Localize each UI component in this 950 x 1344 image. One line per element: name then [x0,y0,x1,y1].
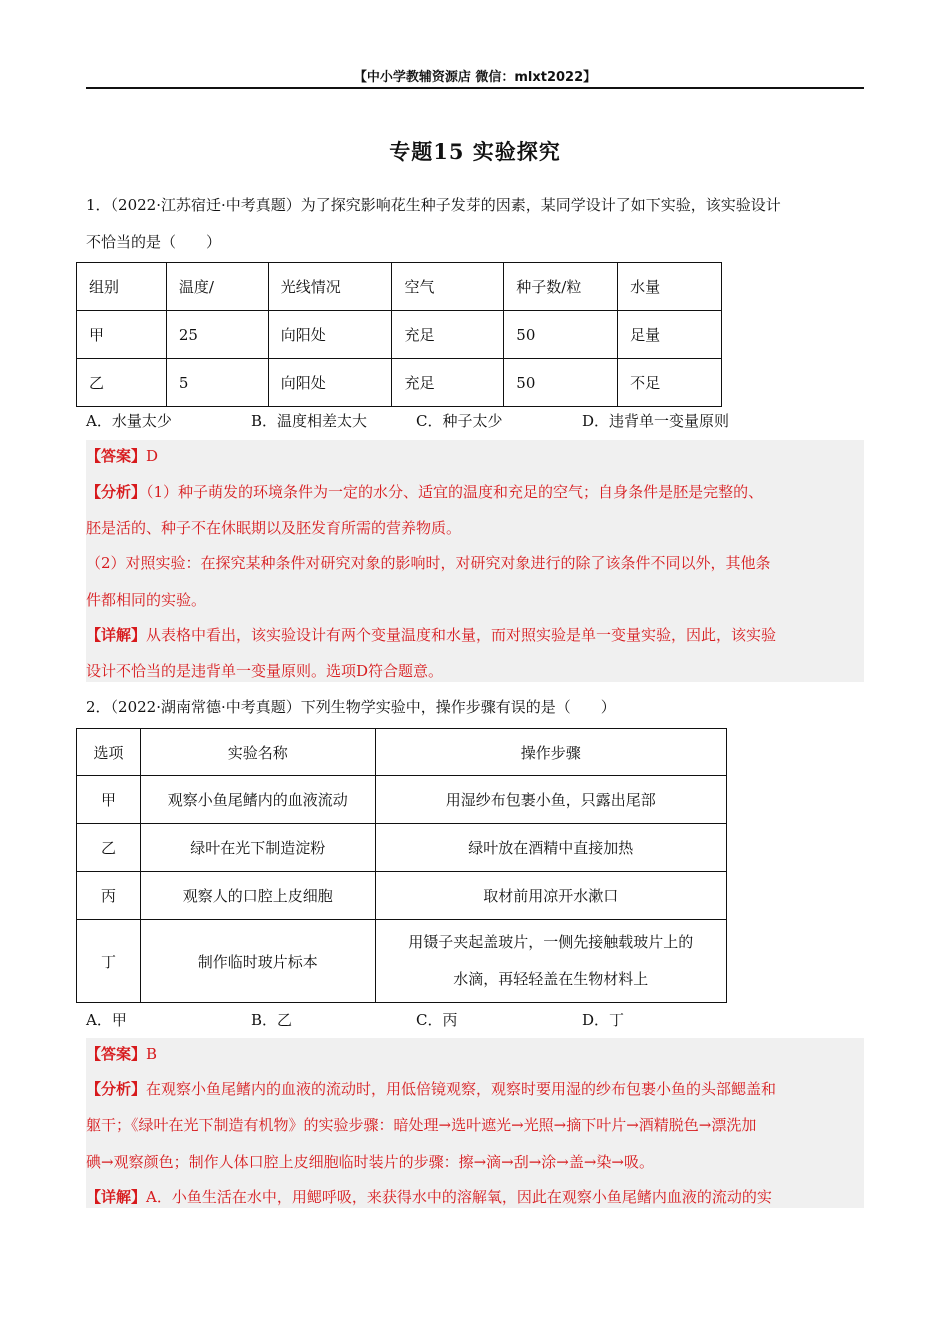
q2-solution-box [86,1038,864,1208]
q2-th-name: 实验名称 [140,729,375,776]
q2-analysis-text1: 在观察小鱼尾鳍内的血液的流动时，用低倍镜观察，观察时要用湿的纱布包裹小鱼的头部鳃盖和 [146,1080,777,1098]
q2-option-d: D．丁 [582,1011,625,1029]
q2-th-option: 选项 [77,729,141,776]
q1-detail-line2: 设计不恰当的是违背单一变量原则。选项D符合题意。 [86,662,444,680]
q1-option-d: D．违背单一变量原则 [582,412,730,430]
table-row [77,311,722,359]
q1-answer [86,445,158,466]
q2-step-line2: 水滴，再轻轻盖在生物材料上 [453,970,649,988]
q2-table-header-row [77,729,727,776]
q2-detail-text1: A．小鱼生活在水中，用鳃呼吸，来获得水中的溶解氧，因此在观察小鱼尾鳍内血液的流动的实 [146,1188,772,1206]
q1-option-a: A．水量太少 [86,412,172,430]
table-cell: 绿叶放在酒精中直接加热 [375,824,726,872]
q1-th-temp: 温度/ [166,263,268,311]
table-cell: 丁 [77,920,141,1003]
table-row [77,359,722,407]
q2-answer [86,1043,157,1064]
q1-analysis-text1: （1）种子萌发的环境条件为一定的水分、适宜的温度和充足的空气；自身条件是胚是完整的、 [146,483,764,501]
q1-th-water: 水量 [618,263,722,311]
header-divider [86,87,864,89]
table-cell: 5 [166,359,268,407]
q1-analysis-line3: （2）对照实验：在探究某种条件对研究对象的影响时，对研究对象进行的除了该条件不同以外，其他条 [86,554,771,572]
q1-analysis-line4: 件都相同的实验。 [86,591,207,609]
table-cell: 绿叶在光下制造淀粉 [140,824,375,872]
q2-answer-value: B [146,1045,158,1063]
q1-th-group: 组别 [77,263,167,311]
q1-answer-value: D [146,447,159,465]
q2-stem: 2．（2022·湖南常德·中考真题）下列生物学实验中，操作步骤有误的是（ ） [86,698,616,716]
q2-option-b: B．乙 [251,1011,293,1029]
table-cell: 丙 [77,872,141,920]
table-cell: 足量 [618,311,722,359]
table-cell: 乙 [77,359,167,407]
table-cell: 甲 [77,776,141,824]
q2-option-a: A．甲 [86,1011,127,1029]
q2-step-line1: 用镊子夹起盖玻片，一侧先接触载玻片上的 [408,933,694,951]
table-cell: 向阳处 [268,359,392,407]
q1-detail-label: 【详解】 [86,626,147,644]
page-title: 专题15 实验探究 [389,139,561,164]
table-cell: 充足 [392,359,504,407]
table-cell: 50 [504,311,618,359]
q1-stem-line1: 1．（2022·江苏宿迁·中考真题）为了探究影响花生种子发芽的因素，某同学设计了如下实验，该实验设计 [86,196,781,214]
q2-detail-label: 【详解】 [86,1188,147,1206]
table-cell: 观察人的口腔上皮细胞 [140,872,375,920]
q2-analysis-label: 【分析】 [86,1080,147,1098]
table-cell: 不足 [618,359,722,407]
table-cell [375,920,726,1003]
table-cell: 50 [504,359,618,407]
q1-solution-box [86,440,864,682]
table-row [77,824,727,872]
table-row [77,872,727,920]
table-cell: 乙 [77,824,141,872]
q2-analysis-line2: 躯干；《绿叶在光下制造有机物》的实验步骤：暗处理→选叶遮光→光照→摘下叶片→酒精脱色→漂洗加 [86,1116,757,1134]
q2-analysis-line3: 碘→观察颜色；制作人体口腔上皮细胞临时装片的步骤：擦→滴→刮→涂→盖→染→吸。 [86,1153,654,1171]
q1-answer-label: 【答案】 [86,447,147,465]
q1-option-c: C．种子太少 [416,412,503,430]
q1-analysis-line2: 胚是活的、种子不在休眠期以及胚发育所需的营养物质。 [86,519,462,537]
table-row [77,920,727,1003]
table-cell: 用湿纱布包裹小鱼，只露出尾部 [375,776,726,824]
q1-th-air: 空气 [392,263,504,311]
q1-stem-line2: 不恰当的是（ ） [86,233,222,251]
q2-table [76,728,727,1003]
table-cell: 充足 [392,311,504,359]
table-cell: 取材前用凉开水漱口 [375,872,726,920]
table-cell: 观察小鱼尾鳍内的血液流动 [140,776,375,824]
q1-analysis-line1 [86,481,763,502]
q2-th-steps: 操作步骤 [375,729,726,776]
table-cell: 制作临时玻片标本 [140,920,375,1003]
table-cell: 甲 [77,311,167,359]
q2-detail-line1 [86,1186,772,1207]
table-row [77,776,727,824]
q1-table [76,262,722,407]
page-header: 【中小学教辅资源店 微信：mlxt2022】 [353,70,597,85]
q2-answer-label: 【答案】 [86,1045,147,1063]
q2-option-c: C．丙 [416,1011,458,1029]
q1-option-b: B．温度相差太大 [251,412,368,430]
q1-detail-text1: 从表格中看出，该实验设计有两个变量温度和水量，而对照实验是单一变量实验，因此，该实验 [146,626,777,644]
q1-detail-line1 [86,624,776,645]
q1-table-header-row [77,263,722,311]
table-cell: 25 [166,311,268,359]
q1-th-seeds: 种子数/粒 [504,263,618,311]
q1-th-light: 光线情况 [268,263,392,311]
table-cell: 向阳处 [268,311,392,359]
q2-analysis-line1 [86,1078,776,1099]
q1-analysis-label: 【分析】 [86,483,147,501]
